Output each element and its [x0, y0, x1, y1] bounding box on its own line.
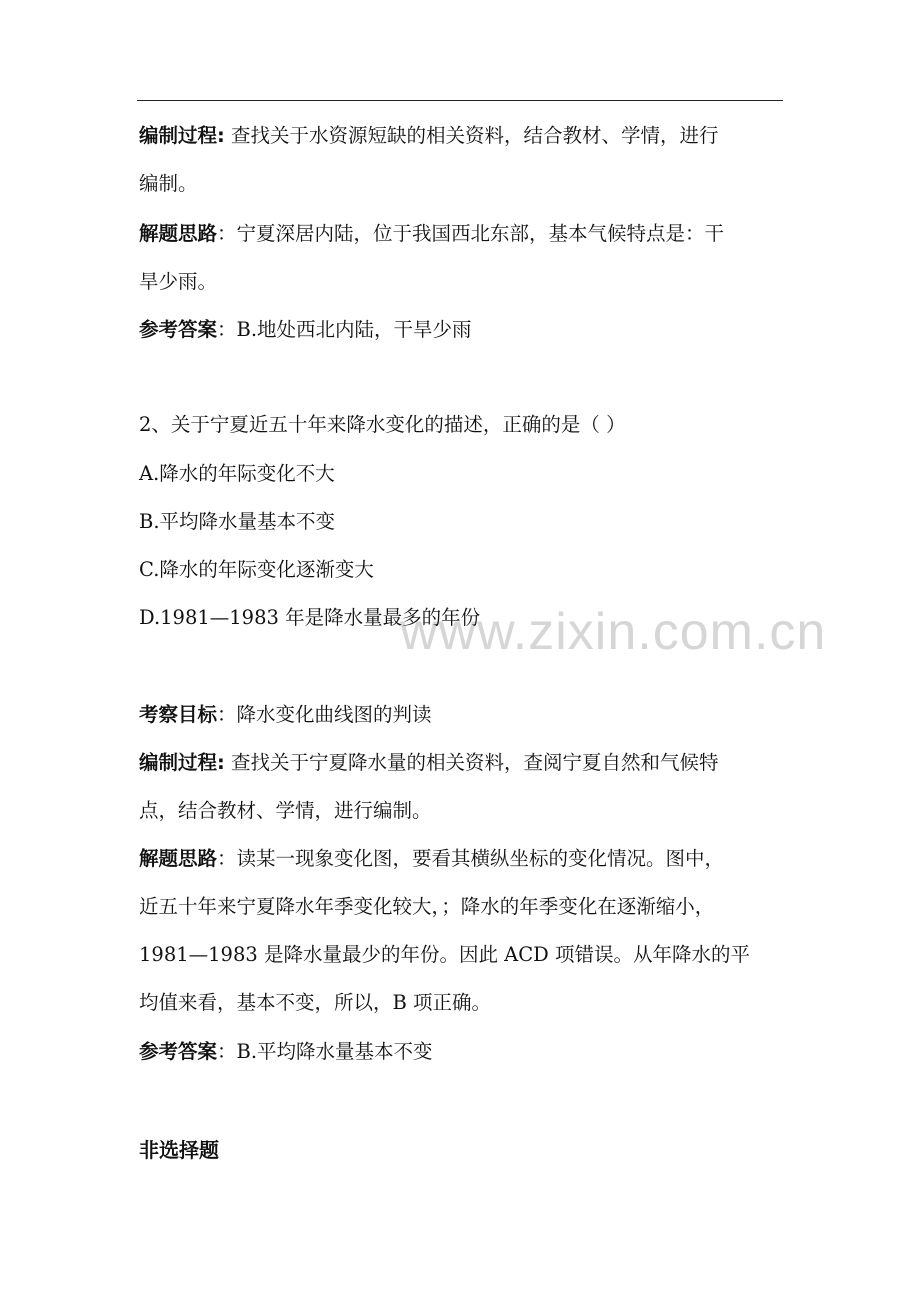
- solution-idea-2: [139, 847, 724, 871]
- section-heading: 非选择题: [139, 1138, 219, 1162]
- idea-text: ：读某一现象变化图，要看其横纵坐标的变化情况。图中，: [217, 847, 725, 870]
- compile-label: 编制过程: [139, 124, 218, 147]
- compile-label: 编制过程: [139, 751, 218, 774]
- option-b: B.平均降水量基本不变: [139, 510, 336, 533]
- solution-idea-1-cont: 旱少雨。: [139, 270, 218, 293]
- compile-process-2: [139, 751, 719, 775]
- option-c: C.降水的年际变化逐渐变大: [139, 558, 374, 581]
- header-rule: [137, 100, 783, 101]
- compile-process-2-cont: 点，结合教材、学情，进行编制。: [139, 799, 432, 822]
- reference-answer-2: [139, 1040, 433, 1064]
- reference-answer-1: [139, 318, 472, 342]
- compile-text: 查找关于水资源短缺的相关资料，结合教材、学情，进行: [231, 124, 719, 147]
- compile-process-1: [139, 124, 719, 148]
- option-a: A.降水的年际变化不大: [139, 462, 335, 485]
- answer-text: ：B.地处西北内陆，干旱少雨: [217, 318, 472, 341]
- idea-label: 解题思路: [139, 222, 218, 245]
- colon: :: [217, 124, 225, 147]
- idea-text: ：宁夏深居内陆，位于我国西北东部，基本气候特点是：干: [217, 222, 725, 245]
- answer-label: 参考答案: [139, 1040, 218, 1063]
- solution-idea-2-line2: 近五十年来宁夏降水年季变化较大，；降水的年季变化在逐渐缩小，: [139, 895, 715, 918]
- colon: :: [217, 751, 225, 774]
- option-d: D.1981—1983 年是降水量最多的年份: [139, 606, 481, 629]
- question-stem: 2、关于宁夏近五十年来降水变化的描述，正确的是（ ）: [139, 413, 626, 436]
- target-label: 考察目标: [139, 703, 218, 726]
- answer-text: ：B.平均降水量基本不变: [217, 1040, 433, 1063]
- exam-target: [139, 703, 432, 727]
- compile-process-1-cont: 编制。: [139, 172, 198, 195]
- compile-text: 查找关于宁夏降水量的相关资料，查阅宁夏自然和气候特: [231, 751, 719, 774]
- idea-label: 解题思路: [139, 847, 218, 870]
- solution-idea-2-line3: 1981—1983 是降水量最少的年份。因此 ACD 项错误。从年降水的平: [139, 943, 750, 966]
- watermark: www.zixin.com.cn: [400, 603, 827, 661]
- target-text: ：降水变化曲线图的判读: [217, 703, 432, 726]
- solution-idea-2-line4: 均值来看，基本不变，所以，B 项正确。: [139, 991, 492, 1014]
- answer-label: 参考答案: [139, 318, 218, 341]
- solution-idea-1: [139, 222, 724, 246]
